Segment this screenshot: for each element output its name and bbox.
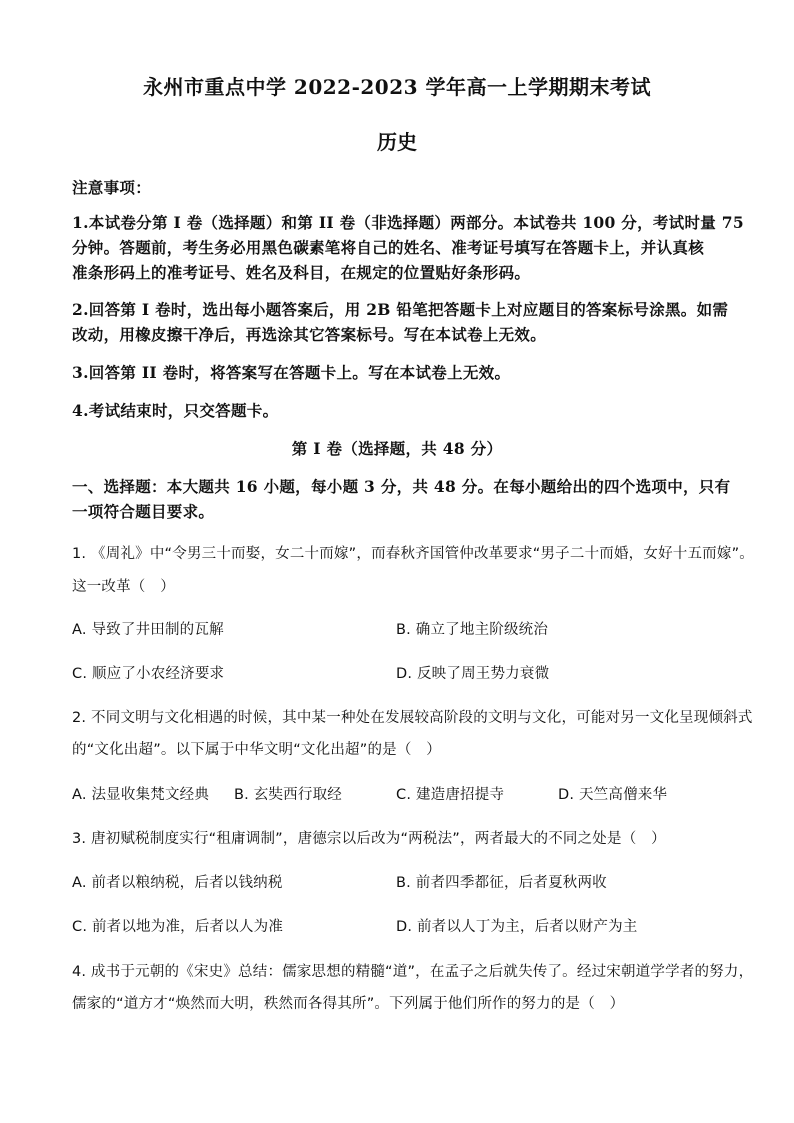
exam-subject: 历史 xyxy=(377,130,417,154)
notice-line: 分钟。答题前，考生务必用黑色碳素笔将自己的姓名、准考证号填写在答题卡上，并认真核 xyxy=(72,238,705,257)
question-4-stem: 4. 成书于元朝的《宋史》总结：儒家思想的精髓“道”，在孟子之后就失传了。经过宋朝道学学者的努力， xyxy=(72,964,754,980)
notice-line: 改动，用橡皮擦干净后，再选涂其它答案标号。写在本试卷上无效。 xyxy=(72,325,547,344)
question-2-option-d: D. 天竺高僧来华 xyxy=(558,787,668,803)
question-4-stem: 儒家的“道方才“焕然而大明，秩然而各得其所”。下列属于他们所作的努力的是（ ） xyxy=(72,996,625,1012)
notice-line: 2.回答第 I 卷时，选出每小题答案后，用 2B 铅笔把答题卡上对应题目的答案标号涂黑。如需 xyxy=(72,300,729,319)
question-2-option-c: C. 建造唐招提寺 xyxy=(396,787,505,803)
question-2-option-b: B. 玄奘西行取经 xyxy=(234,787,342,803)
question-1-option-b: B. 确立了地主阶级统治 xyxy=(396,622,549,638)
question-1-stem: 1. 《周礼》中“令男三十而娶，女二十而嫁”，而春秋齐国管仲改革要求“男子二十而婚，女好十五而嫁”。 xyxy=(72,546,754,562)
question-2-option-a: A. 法显收集梵文经典 xyxy=(72,787,210,803)
exam-title: 永州市重点中学 2022-2023 学年高一上学期期末考试 xyxy=(142,75,652,99)
question-3-option-b: B. 前者四季都征，后者夏秋两收 xyxy=(396,875,607,891)
notice-line: 4.考试结束时，只交答题卡。 xyxy=(72,401,279,420)
question-3-option-d: D. 前者以人丁为主，后者以财产为主 xyxy=(396,919,638,935)
question-3-option-c: C. 前者以地为准，后者以人为准 xyxy=(72,919,284,935)
question-2-stem: 的“文化出超”。以下属于中华文明“文化出超”的是（ ） xyxy=(72,742,441,758)
notice-line: 3.回答第 II 卷时，将答案写在答题卡上。写在本试卷上无效。 xyxy=(72,363,511,382)
part1-instruction: 一、选择题：本大题共 16 小题，每小题 3 分，共 48 分。在每小题给出的四个选项中，只有 xyxy=(72,477,731,496)
part1-heading: 第 I 卷（选择题，共 48 分） xyxy=(291,439,503,458)
question-1-option-c: C. 顺应了小农经济要求 xyxy=(72,666,225,682)
notice-heading: 注意事项： xyxy=(72,178,152,197)
question-2-stem: 2. 不同文明与文化相遇的时候，其中某一种处在发展较高阶段的文明与文化，可能对另一文化呈现倾斜式 xyxy=(72,710,753,726)
question-1-stem: 这一改革（ ） xyxy=(72,579,175,595)
question-1-option-d: D. 反映了周王势力衰微 xyxy=(396,666,550,682)
part1-instruction: 一项符合题目要求。 xyxy=(72,502,215,521)
notice-line: 准条形码上的准考证号、姓名及科目，在规定的位置贴好条形码。 xyxy=(72,263,531,282)
question-3-stem: 3. 唐初赋税制度实行“租庸调制”，唐德宗以后改为“两税法”，两者最大的不同之处是（ ） xyxy=(72,831,666,847)
question-3-option-a: A. 前者以粮纳税，后者以钱纳税 xyxy=(72,875,283,891)
question-1-option-a: A. 导致了井田制的瓦解 xyxy=(72,622,224,638)
notice-line: 1.本试卷分第 I 卷（选择题）和第 II 卷（非选择题）两部分。本试卷共 100 分，考试时量 75 xyxy=(72,213,744,232)
